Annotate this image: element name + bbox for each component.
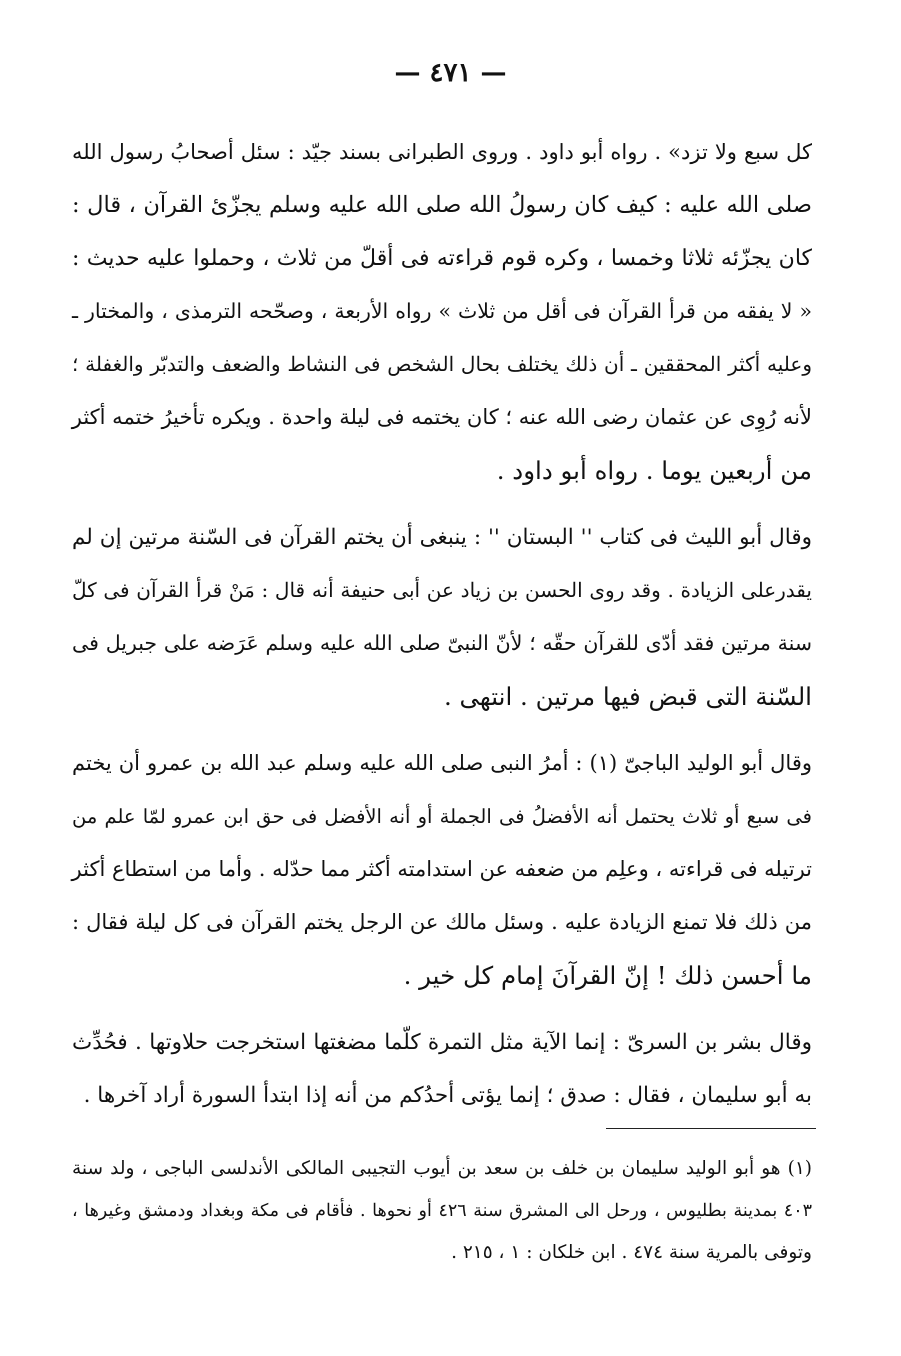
- text-line: كل سبع ولا تزد» . رواه أبو داود . وروى الطبرانى بسند جيّد : سئل أصحابُ رسول الله: [72, 140, 812, 164]
- text-line: ترتيله فى قراءته ، وعلِم من ضعفه عن استدامته أكثر مما حدّله . وأما من استطاع أكثر: [71, 857, 812, 881]
- paragraph-1: [72, 126, 812, 497]
- text-line: كان يجزّئه ثلاثا وخمسا ، وكره قوم قراءته فى أقلّ من ثلاث ، وحملوا عليه حديث :: [72, 246, 812, 271]
- text-line: يقدرعلى الزيادة . وقد روى الحسن بن زياد عن أبى حنيفة أنه قال : مَنْ قرأ القرآن فى كلّ: [72, 578, 812, 602]
- body-text: [72, 126, 812, 1122]
- paragraph-4: [72, 1016, 812, 1122]
- paragraph-2: [72, 511, 812, 723]
- text-line: وقال أبو الليث فى كتاب '' البستان '' : ينبغى أن يختم القرآن فى السّنة مرتين إن لم: [72, 525, 812, 550]
- paragraph-3: [72, 737, 812, 1002]
- page-number: — ٤٧١ —: [394, 58, 507, 88]
- footnote-divider: [606, 1128, 816, 1129]
- text-line: صلى الله عليه : كيف كان رسولُ الله صلى الله عليه وسلم يجزّئ القرآن ، قال :: [72, 192, 812, 218]
- text-line: من ذلك فلا تمنع الزيادة عليه . وسئل مالك عن الرجل يختم القرآن فى كل ليلة فقال :: [72, 910, 812, 934]
- text-line: ما أحسن ذلك ! إنّ القرآنَ إمام كل خير .: [403, 961, 812, 990]
- footnote-line: ٤٠٣ بمدينة بطليوس ، ورحل الى المشرق سنة ٤٢٦ أو نحوها . فأقام فى مكة وبغداد ودمشق وغيرها ،: [72, 1201, 812, 1221]
- footnote-line: وتوفى بالمرية سنة ٤٧٤ . ابن خلكان : ١ ، ٢١٥ .: [451, 1242, 812, 1263]
- text-line: وقال بشر بن السرىّ : إنما الآية مثل التمرة كلّما مضغتها استخرجت حلاوتها . فحُدِّث: [72, 1030, 812, 1055]
- footnote: [72, 1148, 812, 1274]
- text-line: فى سبع أو ثلاث يحتمل أنه الأفضلُ فى الجملة أو أنه الأفضل فى حق ابن عمرو لمّا علم من: [72, 805, 812, 828]
- text-line: وقال أبو الوليد الباجىّ (١) : أمرُ النبى صلى الله عليه وسلم عبد الله بن عمرو أن يختم: [72, 751, 812, 775]
- text-line: من أربعين يوما . رواه أبو داود .: [496, 456, 812, 485]
- text-line: « لا يفقه من قرأ القرآن فى أقل من ثلاث » رواه الأربعة ، وصحّحه الترمذى ، والمختار ـ: [72, 299, 813, 323]
- text-line: السّنة التى قبض فيها مرتين . انتهى .: [443, 682, 812, 711]
- footnote-line: (١) هو أبو الوليد سليمان بن خلف بن سعد بن أيوب التجيبى المالكى الأندلسى الباجى ، ولد سنة: [72, 1158, 812, 1179]
- text-line: وعليه أكثر المحققين ـ أن ذلك يختلف بحال الشخص فى النشاط والضعف والتدبّر والغفلة ؛: [72, 352, 812, 376]
- text-line: به أبو سليمان ، فقال : صدق ؛ إنما يؤتى أحدُكم من أنه إذا ابتدأ السورة أراد آخرها .: [83, 1083, 812, 1108]
- text-line: لأنه رُوِى عن عثمان رضى الله عنه ؛ كان يختمه فى ليلة واحدة . ويكره تأخيرُ ختمه أكثر: [71, 405, 812, 429]
- text-line: سنة مرتين فقد أدّى للقرآن حقّه ؛ لأنّ النبىّ صلى الله عليه وسلم عَرَضه على جبريل فى: [72, 631, 812, 655]
